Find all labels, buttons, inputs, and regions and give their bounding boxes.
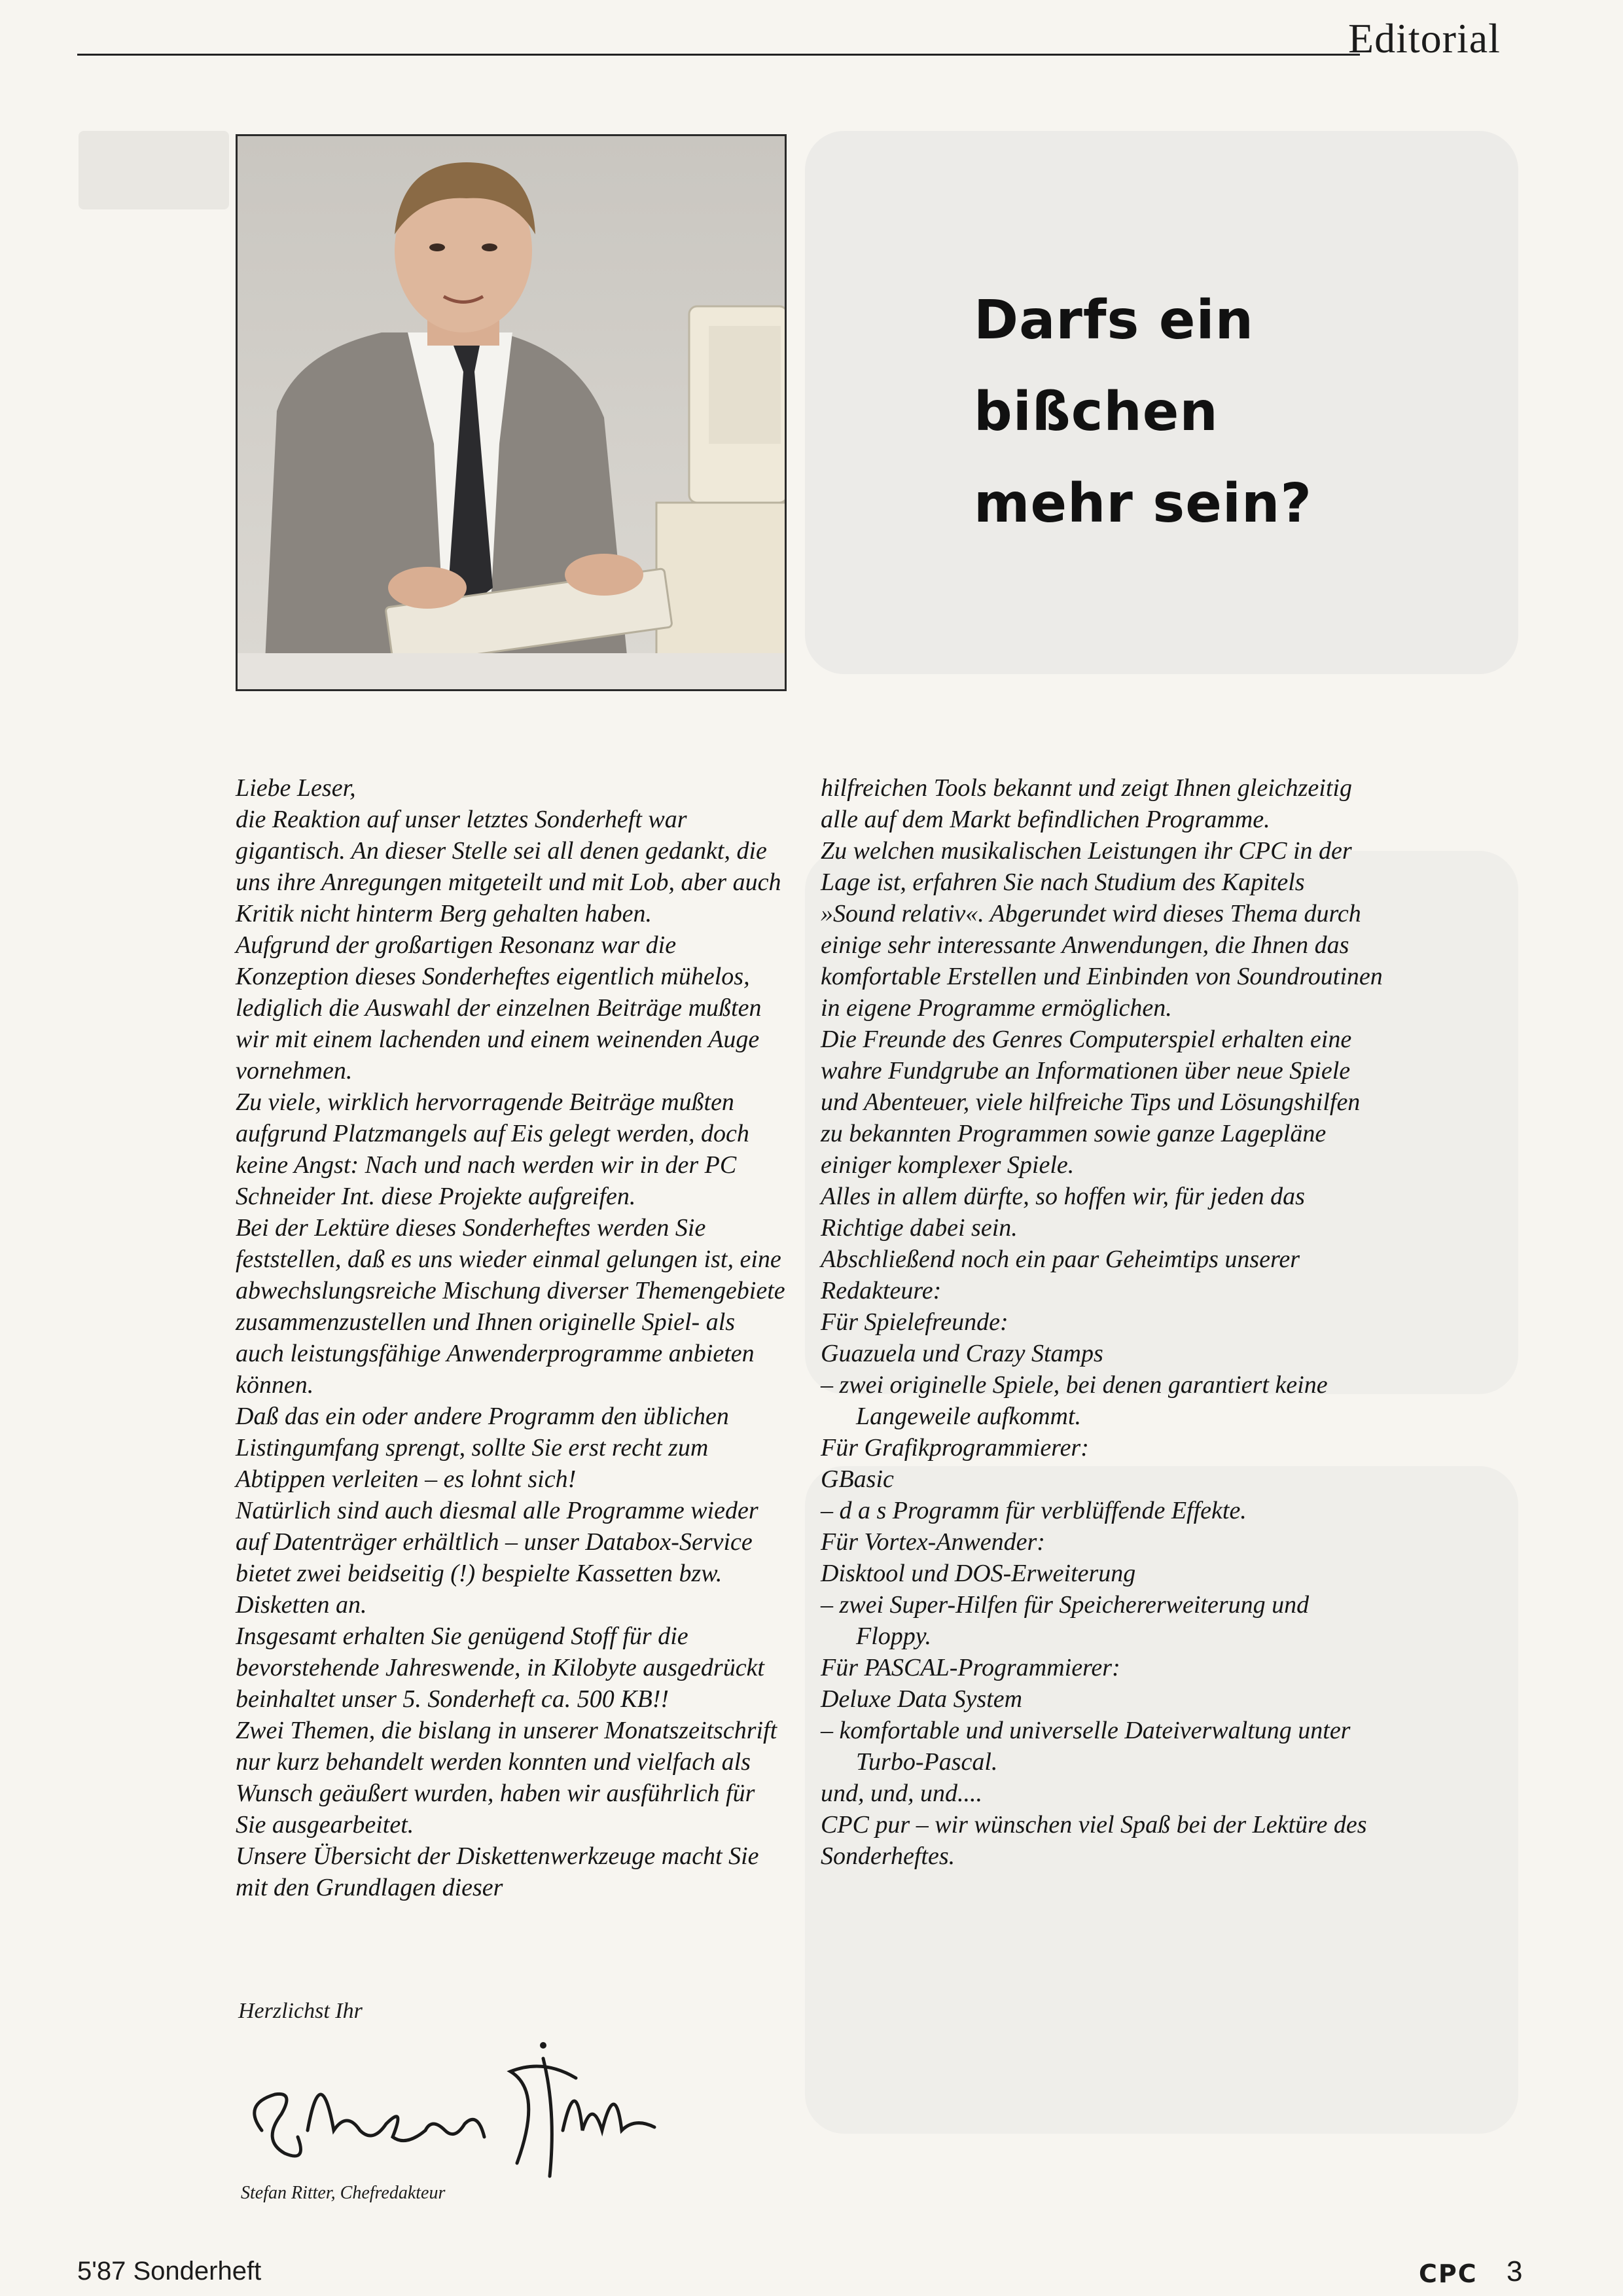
paragraph: hilfreichen Tools bekannt und zeigt Ihnen gleichzeitig alle auf dem Markt befindlichen Programme.	[821, 774, 1352, 833]
paragraph: die Reaktion auf unser letztes Sonderheft war gigantisch. An dieser Stelle sei all denen gedankt, die uns ihre Anregungen mitgeteilt und mit Lob, aber auch Kritik nicht hinterm Berg gehalten haben.	[236, 806, 781, 927]
tip-audience: Für Grafikprogrammierer:	[821, 1434, 1089, 1462]
header-rule	[77, 54, 1360, 56]
editor-photo	[236, 134, 787, 691]
paragraph: Zu viele, wirklich hervorragende Beiträge mußten aufgrund Platzmangels auf Eis gelegt werden, doch keine Angst: Nach und nach werden wir in der PC Schneider Int. diese Projekte aufgreifen.	[236, 1088, 749, 1210]
tip-description: – komfortable und universelle Dateiverwaltung unter Turbo-Pascal.	[821, 1717, 1351, 1776]
paragraph: Zu welchen musikalischen Leistungen ihr CPC in der Lage ist, erfahren Sie nach Studium des Kapitels »Sound relativ«. Abgerundet wird dieses Thema durch einige sehr interessante Anwendungen, die Ihnen das komfortable Erstellen und Einbinden von Soundroutinen in eigene Programme ermöglichen.	[821, 837, 1383, 1022]
editorial-right-column	[821, 772, 1383, 1872]
headline-line: Darfs ein	[974, 289, 1254, 351]
headline	[974, 275, 1484, 550]
paragraph: Die Freunde des Genres Computerspiel erhalten eine wahre Fundgrube an Informationen über neue Spiele und Abenteuer, viele hilfreiche Tips und Lösungshilfen zu bekannten Programmen sowie ganze Lagepläne einiger komplexer Spiele.	[821, 1026, 1361, 1179]
paragraph: Natürlich sind auch diesmal alle Programme wieder auf Datenträger erhältlich – unser Databox-Service bietet zwei beidseitig (!) bespielte Kassetten bzw. Disketten an.	[236, 1497, 758, 1619]
handwritten-signature	[236, 2032, 694, 2189]
issue-label: 5'87 Sonderheft	[77, 2257, 262, 2286]
section-title: Editorial	[1348, 15, 1501, 62]
closing-line: und, und, und....	[821, 1780, 982, 1807]
salutation: Liebe Leser,	[236, 774, 356, 802]
closing-line: CPC pur – wir wünschen viel Spaß bei der Lektüre des Sonderheftes.	[821, 1811, 1367, 1870]
tip-description: – d a s Programm für verblüffende Effekte.	[821, 1497, 1247, 1524]
paragraph: Unsere Übersicht der Diskettenwerkzeuge macht Sie mit den Grundlagen dieser	[236, 1842, 759, 1901]
tip-title: Guazuela und Crazy Stamps	[821, 1340, 1103, 1367]
editorial-left-column	[236, 772, 785, 1903]
tip-title: Disktool und DOS-Erweiterung	[821, 1560, 1136, 1587]
headline-line: mehr sein?	[974, 473, 1312, 535]
editor-photo-illustration	[238, 136, 785, 689]
tip-title: Deluxe Data System	[821, 1685, 1023, 1713]
tip-audience: Für Spielefreunde:	[821, 1308, 1008, 1336]
paragraph: Bei der Lektüre dieses Sonderheftes werden Sie feststellen, daß es uns wieder einmal gelungen ist, eine abwechslungsreiche Mischung diverser Themengebiete zusammenzustellen und Ihnen originelle Spiel- als auch leistungsfähige Anwenderprogramme anbieten können.	[236, 1214, 785, 1399]
paragraph: Abschließend noch ein paar Geheimtips unserer Redakteure:	[821, 1246, 1300, 1304]
page-number: 3	[1507, 2255, 1523, 2287]
tip-title: GBasic	[821, 1465, 894, 1493]
tip-audience: Für PASCAL-Programmierer:	[821, 1654, 1120, 1681]
tip-description: – zwei Super-Hilfen für Speichererweiterung und Floppy.	[821, 1591, 1310, 1650]
showthrough-block	[79, 131, 229, 209]
sign-off: Herzlichst Ihr	[238, 1999, 363, 2023]
headline-line: bißchen	[974, 381, 1219, 443]
tip-audience: Für Vortex-Anwender:	[821, 1528, 1045, 1556]
paragraph: Alles in allem dürfte, so hoffen wir, für jeden das Richtige dabei sein.	[821, 1183, 1305, 1242]
tip-description: – zwei originelle Spiele, bei denen garantiert keine Langeweile aufkommt.	[821, 1371, 1328, 1430]
magazine-logo: CPC	[1419, 2259, 1478, 2288]
paragraph: Insgesamt erhalten Sie genügend Stoff für die bevorstehende Jahreswende, in Kilobyte ausgedrückt beinhaltet unser 5. Sonderheft ca. 500 KB!!	[236, 1623, 764, 1713]
signature-caption: Stefan Ritter, Chefredakteur	[241, 2183, 446, 2203]
paragraph: Daß das ein oder andere Programm den üblichen Listingumfang sprengt, sollte Sie erst recht zum Abtippen verleiten – es lohnt sich!	[236, 1403, 729, 1493]
paragraph: Aufgrund der großartigen Resonanz war die Konzeption dieses Sonderheftes eigentlich mühelos, lediglich die Auswahl der einzelnen Beiträge mußten wir mit einem lachenden und einem weinenden Auge vornehmen.	[236, 931, 762, 1085]
paragraph: Zwei Themen, die bislang in unserer Monatszeitschrift nur kurz behandelt werden konnten und vielfach als Wunsch geäußert wurden, haben wir ausführlich für Sie ausgearbeitet.	[236, 1717, 777, 1839]
